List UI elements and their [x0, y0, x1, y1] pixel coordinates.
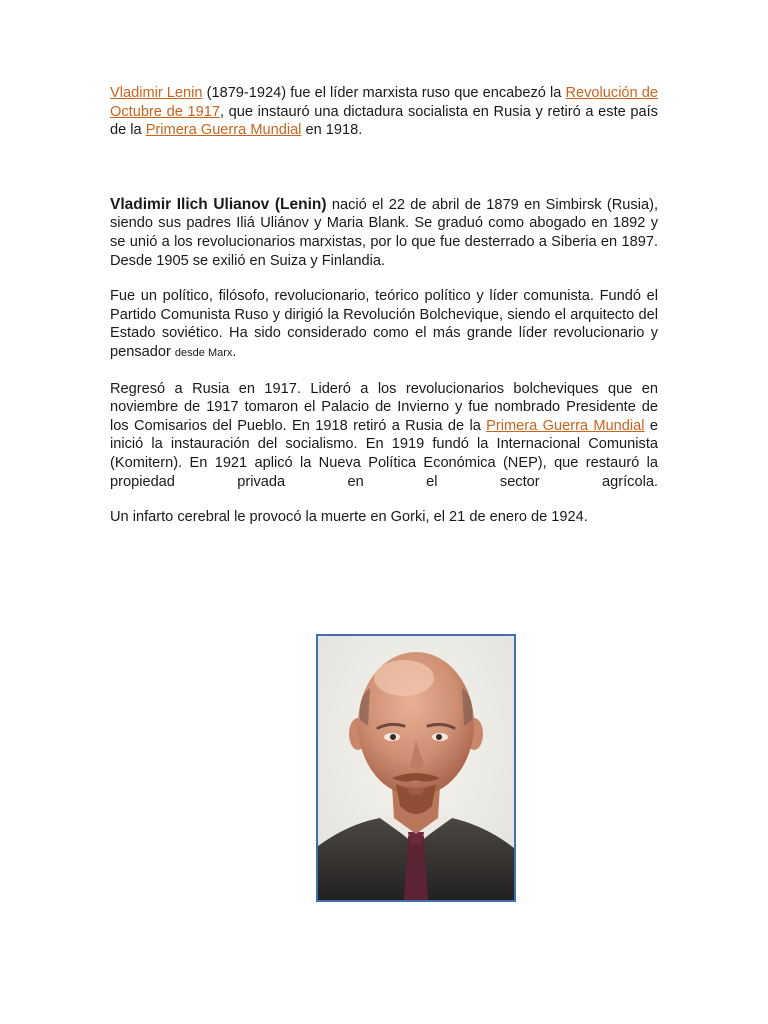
politico-small-text: desde Marx [174, 346, 233, 359]
regreso-paragraph [110, 380, 658, 492]
link-primera-guerra-mundial-2[interactable]: Primera Guerra Mundial [486, 417, 645, 434]
bio-text: nació el 22 de abril de 1879 en Simbirsk (Rusia), siendo sus padres Iliá Uliánov y Maria Blank. Se graduó como abogado en 1892 y se unió a los revolucionarios marxistas, por lo que fue desterrado a Siberia en 1897. Desde 1905 se exilió en Suiza y Finlandia. [110, 196, 658, 269]
regreso-text-1: Regresó a Rusia en 1917. Lideró a los revolucionarios bolcheviques que en noviembre de 1917 tomaron el Palacio de Invierno y fue nombrado Presidente de los Comisarios del Pueblo. En 1918 retiró a Rusia de la [110, 380, 658, 434]
bio-name: Vladimir Ilich Ulianov (Lenin) [110, 195, 327, 213]
regreso-text-2: e inició la instauración del socialismo. En 1919 fundó la Internacional Comunista (Komitern). En 1921 aplicó la Nueva Política Económica (NEP), que restauró la propiedad privada en el sector agrícola. [110, 417, 658, 490]
politico-end: . [232, 343, 237, 360]
bio-paragraph [110, 196, 658, 270]
infarto-paragraph: Un infarto cerebral le provocó la muerte en Gorki, el 21 de enero de 1924. [110, 509, 588, 526]
portrait-image [316, 634, 516, 902]
link-revolucion-octubre[interactable]: Revolución de Octubre de 1917 [110, 85, 658, 120]
politico-paragraph [110, 287, 658, 362]
intro-text-2: , que instauró una dictadura socialista en Rusia y retiró a este país de la [110, 103, 658, 139]
intro-paragraph [110, 84, 658, 140]
link-vladimir-lenin[interactable]: Vladimir Lenin [110, 85, 203, 101]
portrait-illustration [318, 636, 514, 900]
politico-text: Fue un político, filósofo, revolucionario, teórico político y líder comunista. Fundó el Partido Comunista Ruso y dirigió la Revolución Bolchevique, siendo el arquitecto del Estado soviético. Ha sido considerado como el más grande líder revolucionario y pensador [110, 288, 658, 360]
intro-text-3: en 1918. [301, 122, 363, 139]
intro-text-1: (1879-1924) fue el líder marxista ruso que encabezó la [202, 85, 566, 101]
link-primera-guerra-mundial[interactable]: Primera Guerra Mundial [145, 122, 302, 139]
document-body [110, 84, 658, 527]
